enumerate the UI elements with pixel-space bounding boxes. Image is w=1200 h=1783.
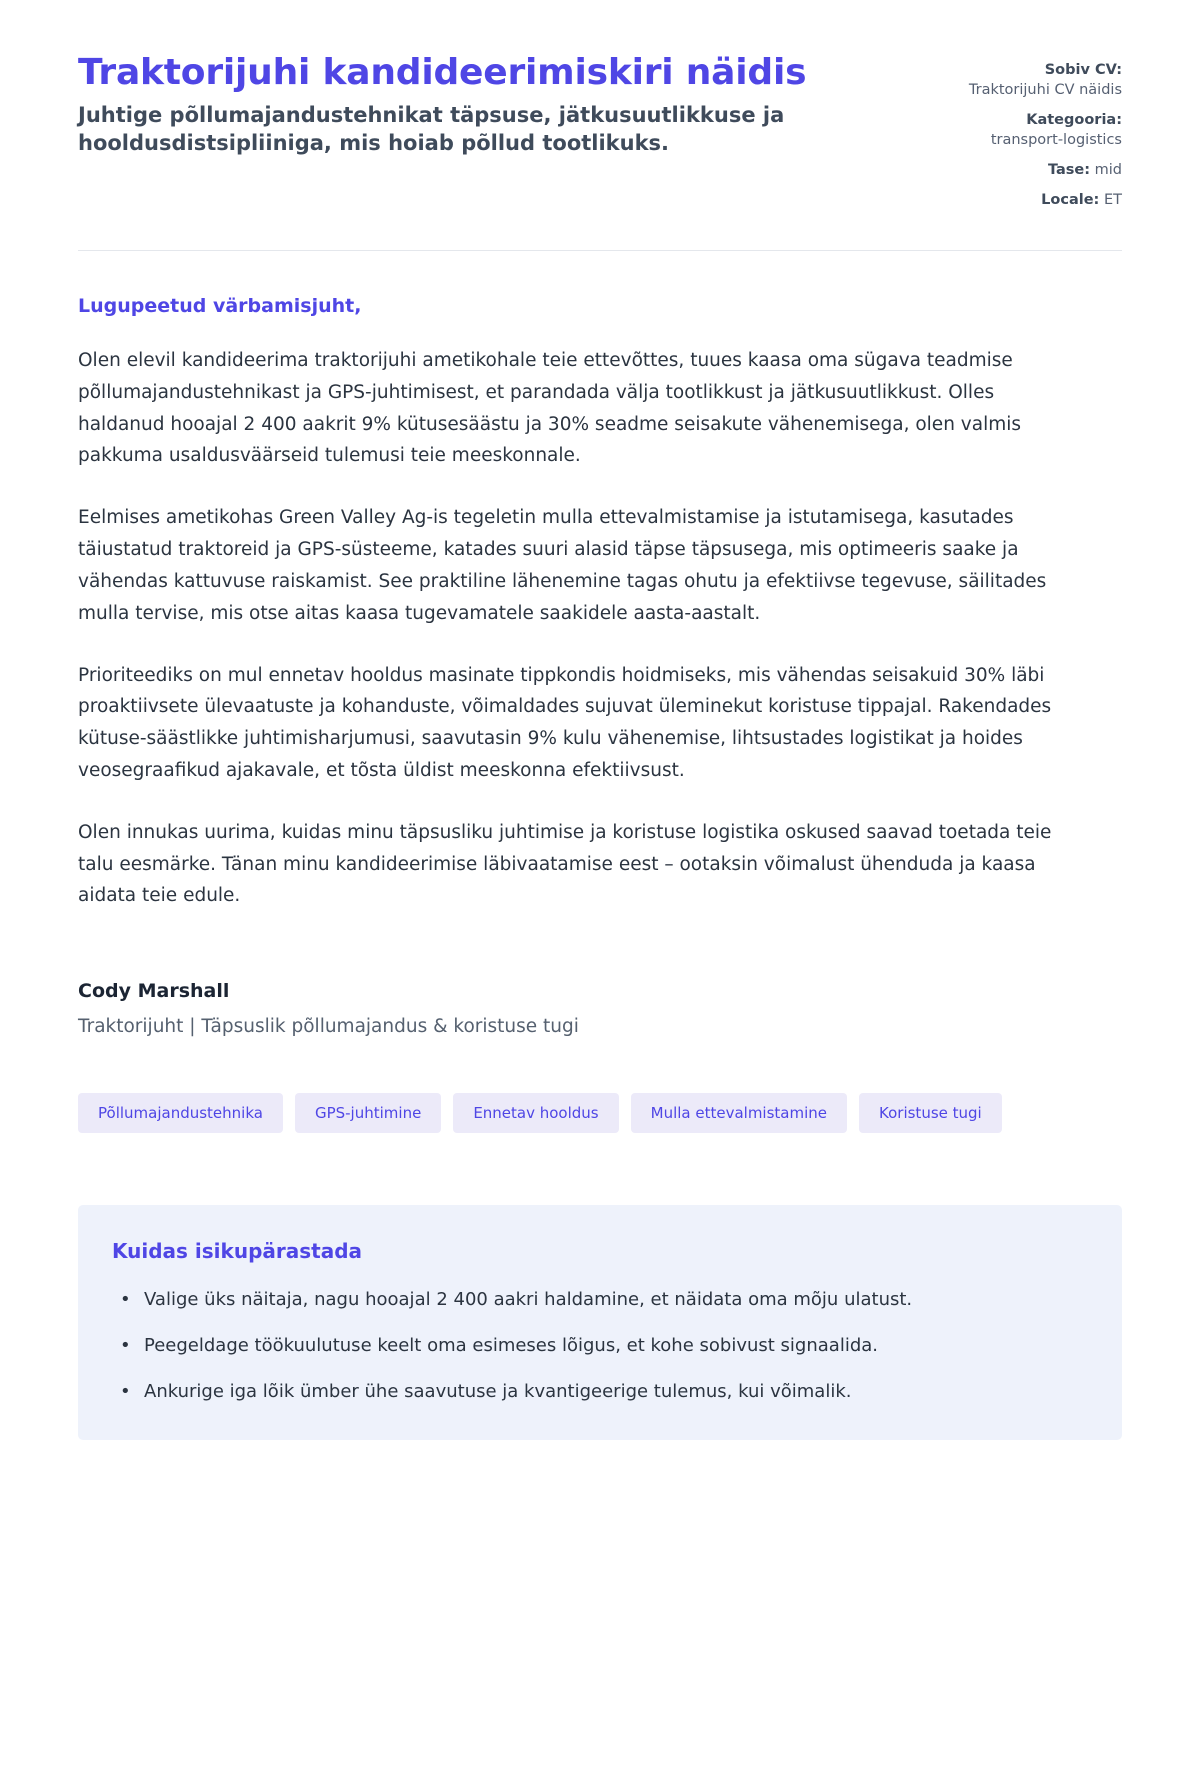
- skill-tag[interactable]: Ennetav hooldus: [453, 1093, 618, 1133]
- page-subtitle: Juhtige põllumajandustehnikat täpsuse, jätkusuutlikkuse ja hooldusdistsipliiniga, mis hoiab põllud tootlikuks.: [78, 102, 785, 155]
- metadata-level-value: mid: [1094, 162, 1122, 178]
- signature-name: Cody Marshall: [78, 980, 230, 1003]
- metadata-level-label: Tase:: [1047, 162, 1091, 178]
- tip-list-item: • Valige üks näitaja, nagu hooajal 2 400 aakri haldamine, et näidata oma mõju ulatust.: [138, 1285, 1088, 1315]
- skill-tag-list: [60, 1037, 1140, 1133]
- tip-list-item: • Peegeldage töökuulutuse keelt oma esimeses lõigus, et kohe sobivust signaalida.: [138, 1331, 1088, 1361]
- document-header: [60, 40, 1140, 210]
- metadata-category-value: transport-logistics: [990, 132, 1122, 148]
- letter-paragraph-4: Olen innukas uurima, kuidas minu täpsusliku juhtimise ja koristuse logistika oskused saavad toetada teie talu eesmärke. Tänan minu kandideerimise läbivaatamise eest – ootaksin võimalust ühenduda ja kaasa aidata teie edule.: [78, 821, 1052, 907]
- letter-paragraph-1: Olen elevil kandideerima traktorijuhi ametikohale teie ettevõttes, tuues kaasa oma sügava teadmise põllumajandustehnikast ja GPS-juhtimisest, et parandada välja tootlikkust ja jätkusuutlikkust. Olles haldanud hooajal 2 400 aakrit 9% kütusesäästu ja 30% seadme seisakute vähenemisega, olen valmis pakkuma usaldusväärseid tulemusi teie meeskonnale.: [78, 350, 1022, 467]
- skill-tag[interactable]: Koristuse tugi: [859, 1093, 1002, 1133]
- signature-role: Traktorijuht | Täpsuslik põllumajandus & koristuse tugi: [78, 1016, 579, 1038]
- personalization-tip-box: [78, 1205, 1122, 1440]
- signature-block: [60, 942, 1140, 1037]
- tip-list: [112, 1285, 1088, 1406]
- skill-tag[interactable]: Põllumajandustehnika: [78, 1093, 283, 1133]
- letter-paragraph-2: Eelmises ametikohas Green Valley Ag-is tegeletin mulla ettevalmistamise ja istutamisega, kasutades täiustatud traktoreid ja GPS-süsteeme, katades suuri alasid täpse täpsusega, mis optimeeris saake ja vähendas kattuvuse raiskamist. See praktiline lähenemine tagas ohutu ja efektiivse tegevuse, säilitades mulla tervise, mis otse aitas kaasa tugevamatele saakidele aasta-aastalt.: [78, 507, 1047, 624]
- metadata-matching-cv-label: Sobiv CV:: [1044, 62, 1122, 78]
- metadata-locale: [962, 190, 1122, 210]
- page-title: Traktorijuhi kandideerimiskiri näidis: [78, 52, 807, 93]
- header-title-block: [78, 52, 838, 158]
- skill-tag[interactable]: GPS-juhtimine: [295, 1093, 441, 1133]
- metadata-category-label: Kategooria:: [1026, 112, 1122, 128]
- cover-letter-page: [60, 0, 1140, 1440]
- tip-list-item: • Ankurige iga lõik ümber ühe saavutuse ja kvantigeerige tulemus, kui võimalik.: [138, 1377, 1088, 1407]
- metadata-matching-cv: [962, 60, 1122, 100]
- letter-body: [60, 251, 1140, 912]
- letter-paragraph-3: Prioriteediks on mul ennetav hooldus masinate tippkondis hoidmiseks, mis vähendas seisakuid 30% läbi proaktiivsete ülevaatuste ja kohanduste, võimaldades sujuvat üleminekut koristuse tippajal. Rakendades kütuse-säästlikke juhtimisharjumusi, saavutasin 9% kulu vähenemise, lihtsustades logistikat ja hoides veosegraafikud ajakavale, et tõsta üldist meeskonna efektiivsust.: [78, 664, 1052, 781]
- document-metadata: [962, 52, 1122, 210]
- salutation: Lugupeetud värbamisjuht,: [78, 295, 362, 317]
- metadata-level: [962, 160, 1122, 180]
- skill-tag[interactable]: Mulla ettevalmistamine: [631, 1093, 847, 1133]
- metadata-locale-value: ET: [1103, 192, 1122, 208]
- tip-box-title: Kuidas isikupärastada: [112, 1239, 363, 1264]
- metadata-category: [962, 110, 1122, 150]
- metadata-locale-label: Locale:: [1041, 192, 1100, 208]
- metadata-matching-cv-value: Traktorijuhi CV näidis: [968, 82, 1122, 98]
